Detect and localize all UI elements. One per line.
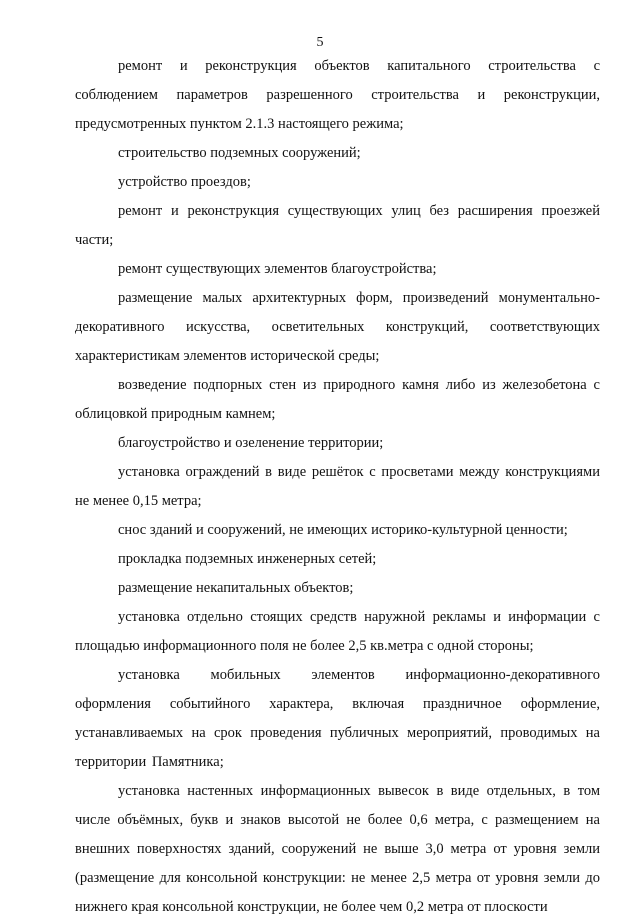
paragraph-repair-reconstruction: ремонт и реконструкция объектов капитального строительства с соблюдением параметров разрешенного строительства и реконструкции, предусмотренных пунктом 2.1.3 настоящего режима; (75, 58, 600, 132)
page-number: 5 (316, 35, 324, 50)
paragraph-retaining-walls: возведение подпорных стен из природного камня либо из железобетона с облицовкой природным камнем; (75, 377, 600, 422)
document-body (75, 52, 600, 922)
paragraph-outdoor-advertising: установка отдельно стоящих средств наружной рекламы и информации с площадью информационного поля не более 2,5 кв.метра с одной стороны; (75, 609, 600, 654)
paragraph-improvement-repair: ремонт существующих элементов благоустройства; (118, 261, 437, 277)
paragraph-driveways: устройство проездов; (118, 174, 251, 190)
paragraph-landscaping: благоустройство и озеленение территории; (118, 435, 384, 451)
paragraph-fences: установка ограждений в виде решёток с просветами между конструкциями не менее 0,15 метра; (75, 464, 600, 509)
paragraph-underground-structures: строительство подземных сооружений; (118, 145, 361, 161)
paragraph-non-capital-objects: размещение некапитальных объектов; (118, 580, 354, 596)
paragraph-demolition: снос зданий и сооружений, не имеющих историко-культурной ценности; (118, 522, 568, 538)
paragraph-wall-signs: установка настенных информационных вывесок в виде отдельных, в том числе объёмных, букв и знаков высотой не более 0,6 метра, с размещением на внешних поверхностях зданий, сооружений не выше 3,0 метра от уровня земли (размещение для консольной конструкции: не менее 2,5 метра от уровня земли до нижнего края консольной конструкции, не более чем 0,2 метра от плоскости (75, 783, 600, 915)
paragraph-small-architectural-forms: размещение малых архитектурных форм, произведений монументально-декоративного искусства, осветительных конструкций, соответствующих характеристикам элементов исторической среды; (75, 290, 600, 364)
paragraph-mobile-decorative-elements: установка мобильных элементов информационно-декоративного оформления событийного характера, включая праздничное оформление, устанавливаемых на срок проведения публичных мероприятий, проводимых на территории Памятника; (75, 667, 600, 770)
paragraph-street-repair: ремонт и реконструкция существующих улиц без расширения проезжей части; (75, 203, 600, 248)
paragraph-underground-networks: прокладка подземных инженерных сетей; (118, 551, 377, 567)
